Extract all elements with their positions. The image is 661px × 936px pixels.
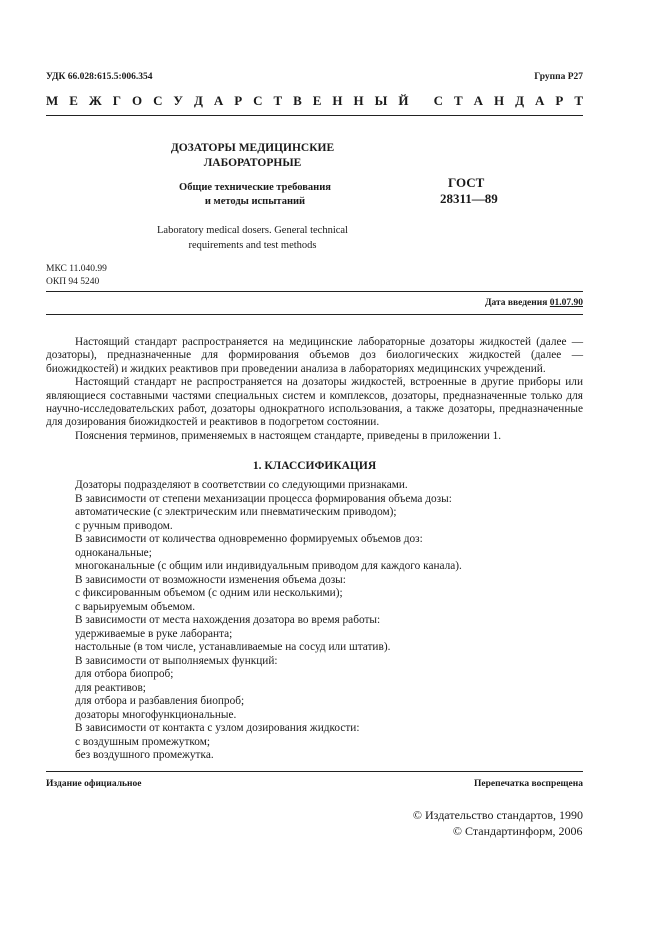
heading-letter: А bbox=[473, 93, 484, 108]
heading-letter: Й bbox=[398, 93, 409, 108]
classification-item: для отбора биопроб; bbox=[75, 668, 174, 680]
heading-letter: М bbox=[46, 93, 59, 108]
introduction bbox=[46, 336, 583, 443]
standard-number: ГОСТ 28311—89 bbox=[440, 175, 498, 206]
heading-letter: У bbox=[173, 93, 183, 108]
classification-item: одноканальные; bbox=[75, 546, 152, 559]
effective-date: Дата введения 01.07.90 bbox=[484, 298, 583, 308]
heading-letter: Н bbox=[332, 93, 343, 108]
classification-item: для реактивов; bbox=[75, 681, 146, 694]
heading-letter: Т bbox=[273, 93, 283, 108]
classification-item: без воздушного промежутка. bbox=[75, 749, 214, 761]
heading-letter: Т bbox=[574, 93, 583, 108]
udc-code: УДК 66.028:615.5:006.354 bbox=[46, 72, 153, 82]
classification-item: В зависимости от контакта с узлом дозирования жидкости: bbox=[75, 722, 360, 734]
codes-divider bbox=[46, 291, 583, 292]
classification-item: с фиксированным объемом (с одним или несколькими); bbox=[75, 587, 343, 599]
heading-letter: Д bbox=[193, 93, 203, 108]
group-code: Группа Р27 bbox=[534, 72, 583, 82]
document-title: ДОЗАТОРЫ МЕДИЦИНСКИЕ ЛАБОРАТОРНЫЕ bbox=[170, 142, 335, 169]
heading-letter: С bbox=[253, 93, 263, 108]
copyright: © Издательство стандартов, 1990 © Стандартинформ, 2006 bbox=[412, 808, 583, 838]
classification-item: В зависимости от количества одновременно формируемых объемов доз: bbox=[75, 533, 423, 545]
heading-letter: Р bbox=[234, 93, 243, 108]
heading-letter: О bbox=[131, 93, 143, 108]
heading-letter bbox=[419, 93, 422, 109]
classification-item: настольные (в том числе, устанавливаемые на сосуд или штатив). bbox=[75, 641, 391, 653]
heading-letter: С bbox=[433, 93, 444, 108]
intro-paragraph: Настоящий стандарт распространяется на медицинские лабораторные дозаторы жидкостей (далее — дозаторы), предназначенные для формирования объемов доз биологических жидкостей (далее — биожидкостей) и жидких реактивов при проведении анализа в лабораториях медицинских учреждений. bbox=[46, 336, 583, 375]
intro-paragraph: Пояснения терминов, применяемых в настоящем стандарте, приведены в приложении 1. bbox=[75, 429, 502, 442]
heading-letter: Ы bbox=[374, 93, 388, 108]
classification-item: с варьируемым объемом. bbox=[75, 600, 196, 613]
classification-item: В зависимости от выполняемых функций: bbox=[75, 654, 278, 667]
classification-item: Дозаторы подразделяют в соответствии со следующими признаками. bbox=[75, 479, 408, 491]
classification-item: В зависимости от степени механизации процесса формирования объема дозы: bbox=[75, 492, 452, 505]
heading-letter: Н bbox=[353, 93, 364, 108]
classification-codes: МКС 11.040.99 ОКП 94 5240 bbox=[46, 264, 107, 287]
classification-item: В зависимости от места нахождения дозатора во время работы: bbox=[75, 614, 381, 626]
intro-paragraph: Настоящий стандарт не распространяется на дозаторы жидкостей, встроенные в другие приборы или являющиеся составными частями специальных систем и комплексов, дозаторы, предназначенные только для научно-исследовательских работ, дозаторы однократного использования, а также дозаторы, предназначенные для дозирования биожидкостей и реактивов в подогретом состоянии. bbox=[46, 376, 583, 429]
interstate-standard-heading bbox=[46, 93, 583, 109]
section-heading: 1. КЛАССИФИКАЦИЯ bbox=[252, 460, 377, 472]
classification-item: для отбора и разбавления биопроб; bbox=[75, 695, 245, 707]
classification-item: удерживаемые в руке лаборанта; bbox=[75, 627, 233, 640]
classification-item: дозаторы многофункциональные. bbox=[75, 708, 237, 721]
heading-letter: Е bbox=[312, 93, 322, 108]
classification-list bbox=[75, 479, 462, 763]
classification-item: автоматические (с электрическим или пневматическим приводом); bbox=[75, 506, 397, 518]
classification-item: В зависимости от возможности изменения объема дозы: bbox=[75, 573, 346, 586]
heading-letter: Р bbox=[555, 93, 564, 108]
heading-letter: В bbox=[293, 93, 302, 108]
heading-letter: С bbox=[153, 93, 163, 108]
heading-letter: Ж bbox=[88, 93, 102, 108]
footer-divider bbox=[46, 771, 583, 772]
heading-letter: Н bbox=[494, 93, 505, 108]
document-subtitle: Общие технические требования и методы испытаний bbox=[179, 182, 331, 207]
english-title: Laboratory medical dosers. General technical requirements and test methods bbox=[157, 225, 348, 251]
date-divider bbox=[46, 314, 583, 315]
heading-letter: А bbox=[535, 93, 545, 108]
heading-letter: Т bbox=[454, 93, 463, 108]
official-edition: Издание официальное bbox=[46, 779, 142, 789]
classification-item: с ручным приводом. bbox=[75, 519, 173, 532]
reprint-prohibited: Перепечатка воспрещена bbox=[473, 779, 583, 789]
header-divider bbox=[46, 115, 583, 116]
classification-item: с воздушным промежутком; bbox=[75, 735, 211, 748]
heading-letter: Е bbox=[69, 93, 78, 108]
heading-letter: А bbox=[213, 93, 224, 108]
classification-item: многоканальные (с общим или индивидуальным приводом для каждого канала). bbox=[75, 560, 462, 572]
heading-letter: Г bbox=[112, 93, 121, 108]
heading-letter: Д bbox=[515, 93, 525, 108]
